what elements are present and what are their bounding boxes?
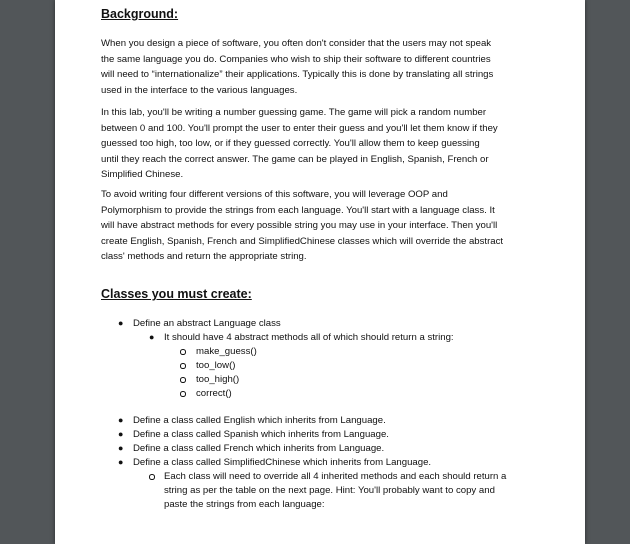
note-line: string as per the table on the next page. Hint: You'll probably want to copy and [164,485,495,496]
text-line: will need to “internationalize” their applications. Typically this is done by translating all strings [101,69,494,80]
text-line: In this lab, you'll be writing a number guessing game. The game will pick a random number [101,107,487,118]
list-item: Define a class called SimplifiedChinese which inherits from Language. [133,457,432,468]
list-item: Define a class called French which inherits from Language. [133,443,385,454]
list-item: Define a class called English which inherits from Language. [133,415,386,426]
text-line: When you design a piece of software, you often don't consider that the users may not speak [101,38,492,49]
text-line: To avoid writing four different versions of this software, you will leverage OOP and [101,189,448,200]
text-line: Polymorphism to provide the strings from each language. You'll start with a language class. It [101,204,495,216]
document-page [55,0,585,544]
text-line: guessed too high, too low, or if they guessed correctly. You'll allow them to keep guessing [101,138,480,149]
circle-bullet-icon [180,377,186,383]
text-line: used in the interface to the various languages. [101,84,298,96]
method-item: make_guess() [196,346,257,357]
bullet-icon: ● [118,443,124,453]
circle-bullet-icon [180,391,186,397]
text-line: until they reach the correct answer. The game can be played in English, Spanish, French or [101,153,489,165]
bullet-icon: ● [118,457,124,467]
circle-bullet-icon [180,349,186,355]
method-item: too_high() [196,374,240,385]
method-item: too_low() [196,360,236,371]
circle-bullet-icon [180,363,186,369]
list-item: Define an abstract Language class [133,318,281,329]
text-line: Simplified Chinese. [101,169,184,180]
text-line: class' methods and return the appropriate string. [101,251,307,262]
list-item: It should have 4 abstract methods all of which should return a string: [164,332,454,343]
text-line: will have abstract methods for every possible string you may use in your interface. Then you'll [101,220,498,231]
text-line: the same language you do. Companies who wish to ship their software to different countries [101,53,491,65]
classes-heading: Classes you must create: [101,287,252,301]
text-line: create English, Spanish, French and SimplifiedChinese classes which will override the abstract [101,235,504,247]
bullet-icon: ● [118,429,124,439]
note-line: paste the strings from each language: [164,499,325,510]
bullet-icon: ● [118,318,124,328]
background-paragraph-1 [101,36,546,98]
background-paragraph-3 [101,187,546,265]
list-item: Define a class called Spanish which inherits from Language. [133,429,389,440]
bullet-icon: ● [118,415,124,425]
note-line: Each class will need to override all 4 inherited methods and each should return a [164,471,507,482]
text-line: between 0 and 100. You'll prompt the user to enter their guess and you'll let them know if they [101,122,498,134]
background-heading: Background: [101,7,179,21]
method-item: correct() [196,388,232,399]
circle-bullet-icon [149,474,155,480]
background-paragraph-2 [101,105,546,183]
bullet-icon: ● [149,332,155,342]
